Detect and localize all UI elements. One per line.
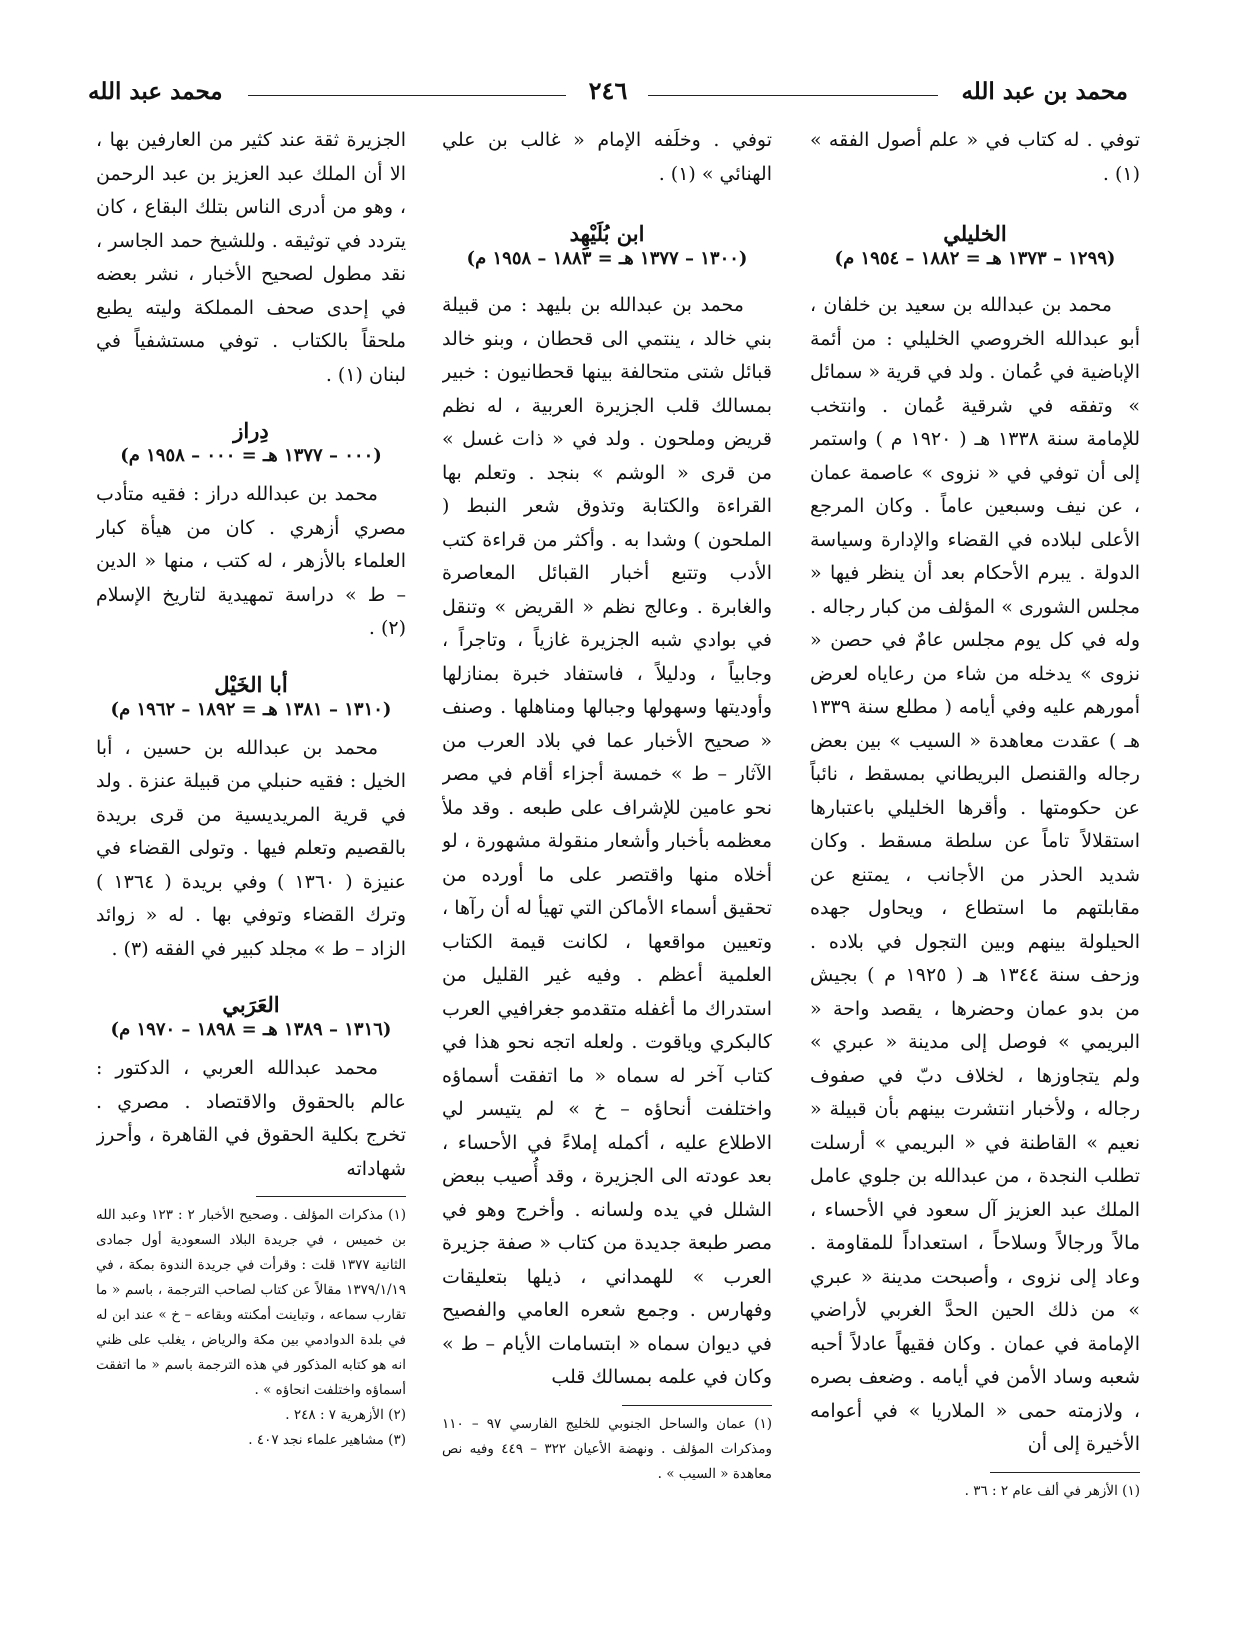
continuation-text: الجزيرة ثقة عند كثير من العارفين بها ، الا أن الملك عبد العزيز بن عبد الرحمن ، وهو من أدرى الناس بتلك البقاع ، كان يتردد في توثيقه . وللشيخ حمد الجاسر ، نقد مطول لصحيح الأخبار ، نشر بعضه في إحدى صحف المملكة وليته يطبع ملحقاً بالكتاب . توفي مستشفياً في لبنان (١) . [96,129,406,386]
running-header [88,78,1128,112]
footnote-rule [256,1196,406,1197]
entry-dates: (١٢٩٩ – ١٣٧٣ هـ = ١٨٨٢ – ١٩٥٤ م) [834,248,1116,269]
column-middle [442,124,772,1619]
entry-body [810,289,1140,1462]
column-right [810,124,1140,1619]
entry-body-text: محمد بن عبدالله بن سعيد بن خلفان ، أبو عبدالله الخروصي الخليلي : من أئمة الإباضية في عُمان . ولد في قرية « سمائل » وتفقه في شرقية عُمان . وانتخب للإمامة سنة ١٣٣٨ هـ ( ١٩٢٠ م ) واستمر إلى أن توفي في « نزوى » عاصمة عمان ، عن نيف وسبعين عاماً . وكان المرجع الأعلى لبلاده في القضاء والإدارة وسياسة الدولة . يبرم الأحكام بعد أن ينظر فيها « مجلس الشورى » المؤلف من كبار رجاله . وله في كل يوم مجلس عامٌ في حصن « نزوى » يدخله من شاء من رعاياه لعرض أمورهم عليه وفي أيامه ( مطلع سنة ١٣٣٩ هـ ) عقدت معاهدة « السيب » بين بعض رجاله والقنصل البريطاني بمسقط ، نائباً عن حكومتها . وأقرها الخليلي باعتبارها استقلالاً تاماً عن سلطة مسقط . وكان شديد الحذر من الأجانب ، يمتنع عن مقابلتهم ما استطاع ، ويحاول جهده الحيلولة بينهم وبين التجول في بلاده . وزحف سنة ١٣٤٤ هـ ( ١٩٢٥ م ) بجيش من بدو عمان وحضرها ، يقصد واحة « البريمي » فوصل إلى مدينة « عبري » ولم يتجاوزها ، لخلاف دبّ في صفوف رجاله ، ولأخبار انتشرت بينهم بأن قبيلة « نعيم » القاطنة في « البريمي » أرسلت تطلب النجدة ، من عبدالله بن جلوي عامل الملك عبد العزيز آل سعود في الأحساء ، مالاً ورجالاً وسلاحاً ، استعداداً للمقاومة . وعاد إلى نزوى ، وأصبحت مدينة « عبري » من ذلك الحين الحدَّ الغربي لأراضي الإمامة في عمان . وكان فقيهاً عادلاً أحبه شعبه وساد الأمن في أيامه . وضعف بصره ، ولازمته حمى « الملاريا » في أعوامه الأخيرة إلى أن [810,294,1140,1455]
entry-dates: (١٣١٦ – ١٣٨٩ هـ = ١٨٩٨ – ١٩٧٠ م) [110,1019,392,1040]
header-rule-left [248,95,566,96]
continuation-text: توفي . له كتاب في « علم أصول الفقه » (١) . [810,129,1140,185]
entry-body-text: محمد بن عبدالله بن حسين ، أبا الخيل : فقيه حنبلي من قبيلة عنزة . ولد في قرية المريديسية من قرى بريدة بالقصيم وتعلم فيها . وتولى القضاء في عنيزة ( ١٣٦٠ ) وفي بريدة ( ١٣٦٤ ) وترك القضاء وتوفي بها . له « زوائد الزاد – ط » مجلد كبير في الفقه (٣) . [96,736,406,960]
entry-title: العَرَبي [222,992,280,1017]
footnote: (٣) مشاهير علماء نجد ٤٠٧ . [248,1432,406,1448]
footnote: (١) مذكرات المؤلف . وصحيح الأخبار ٢ : ١٢٣ وعبد الله بن خميس ، في جريدة البلاد السعودية أول جمادى الثانية ١٣٧٧ قلت : وقرأت في جريدة الندوة بمكة ، في ١٣٧٩/١/١٩ مقالاً عن كتاب لصاحب الترجمة ، باسم « ما تقارب سماعه ، وتباينت أمكنته وبقاعه – خ » عند ابن له في بلدة الدوادمي بين مكة والرياض ، يغلب على ظني انه هو كتابه المذكور في هذه الترجمة باسم « ما اتفقت أسماؤه واختلفت انحاؤه » . [96,1207,406,1398]
entry-title: أبا الخَيْل [214,671,288,697]
entry-dates: (١٣١٠ – ١٣٨١ هـ = ١٨٩٢ – ١٩٦٢ م) [110,698,392,720]
entry-body-text: محمد بن عبدالله بن بليهد : من قبيلة بني خالد ، ينتمي الى قحطان ، وبنو خالد قبائل شتى متحالفة بينها قحطانيون : خبير بمسالك قلب الجزيرة العربية ، له نظم قريض وملحون . ولد في « ذات غسل » من قرى « الوشم » بنجد . وتعلم بها القراءة والكتابة وتذوق شعر النبط ( الملحون ) وشدا به . وأكثر من قراءة كتب الأدب وتتبع أخبار القبائل المعاصرة والغابرة . وعالج نظم « القريض » وتنقل في بوادي شبه الجزيرة غازياً ، وتاجراً ، وجابياً ، ودليلاً ، فاستفاد خبرة بمنازلها وأوديتها وسهولها وجبالها ومناهلها . وصنف « صحيح الأخبار عما في بلاد العرب من الآثار – ط » خمسة أجزاء أقام في مصر نحو عامين للإشراف على طبعه . وقد ملأ معظمه بأخبار وأشعار منقولة مشهورة ، لو أخلاه منها واقتصر على ما أورده من تحقيق أسماء الأماكن التي تهيأ له أن رآها ، وتعيين مواقعها ، لكانت قيمة الكتاب العلمية أعظم . وفيه غير القليل من استدراك ما أغفله متقدمو جغرافيي العرب كالبكري وياقوت . ولعله اتجه نحو هذا في كتاب آخر له سماه « ما اتفقت أسماؤه واختلفت أنحاؤه – خ » لم يتيسر لي الاطلاع عليه ، أكمله إملاءً في الأحساء ، بعد عودته الى الجزيرة ، وقد أُصيب ببعض الشلل في يده ولسانه . وأخرج وهو في مصر طبعة جديدة من كتاب « صفة جزيرة العرب » للهمداني ، ذيلها بتعليقات وفهارس . وجمع شعره العامي والفصيح في ديوان سماه « ابتسامات الأيام – ط » وكان في علمه بمسالك قلب [442,294,772,1388]
footnote-rule [990,1472,1140,1473]
entry-dates: (٠٠٠ – ١٣٧٧ هـ = ٠٠٠ – ١٩٥٨ م) [120,445,382,466]
entry-title: الخليلي [943,221,1007,246]
entry-body-text: محمد عبدالله العربي ، الدكتور : عالم بالحقوق والاقتصاد . مصري . تخرج بكلية الحقوق في القاهرة ، وأحرز شهاداته [96,1057,406,1180]
entry-title: ابن بُلَيْهِد [569,221,645,246]
footnote: (١) عمان والساحل الجنوبي للخليج الفارسي ٩٧ – ١١٠ ومذكرات المؤلف . ونهضة الأعيان ٣٢٢ – ٤٤٩ وفيه نص معاهدة « السيب » . [442,1415,772,1482]
footnote: (٢) الأزهرية ٧ : ٢٤٨ . [285,1407,406,1423]
entry-body [96,478,406,646]
entry-dates: (١٣٠٠ – ١٣٧٧ هـ = ١٨٨٣ – ١٩٥٨ م) [466,248,748,269]
footnote: (١) الأزهر في ألف عام ٢ : ٣٦ . [964,1482,1140,1499]
header-left-title: محمد عبد الله [88,78,223,105]
entry-body [96,1052,406,1186]
entry-title: دِراز [233,418,269,443]
entry-body [96,732,406,967]
footnote-rule [622,1405,772,1406]
continuation-text: توفي . وخلَفه الإمام « غالب بن علي الهنائي » (١) . [442,129,772,185]
column-left [96,124,406,1619]
entry-body [442,289,772,1395]
header-rule-right [648,95,938,96]
entry-body-text: محمد بن عبدالله دراز : فقيه متأدب مصري أزهري . كان من هيأة كبار العلماء بالأزهر ، له كتب ، منها « الدين – ط » دراسة تمهيدية لتاريخ الإسلام (٢) . [96,483,406,639]
header-right-title: محمد بن عبد الله [961,78,1128,105]
page-number: ٢٤٦ [588,76,628,105]
